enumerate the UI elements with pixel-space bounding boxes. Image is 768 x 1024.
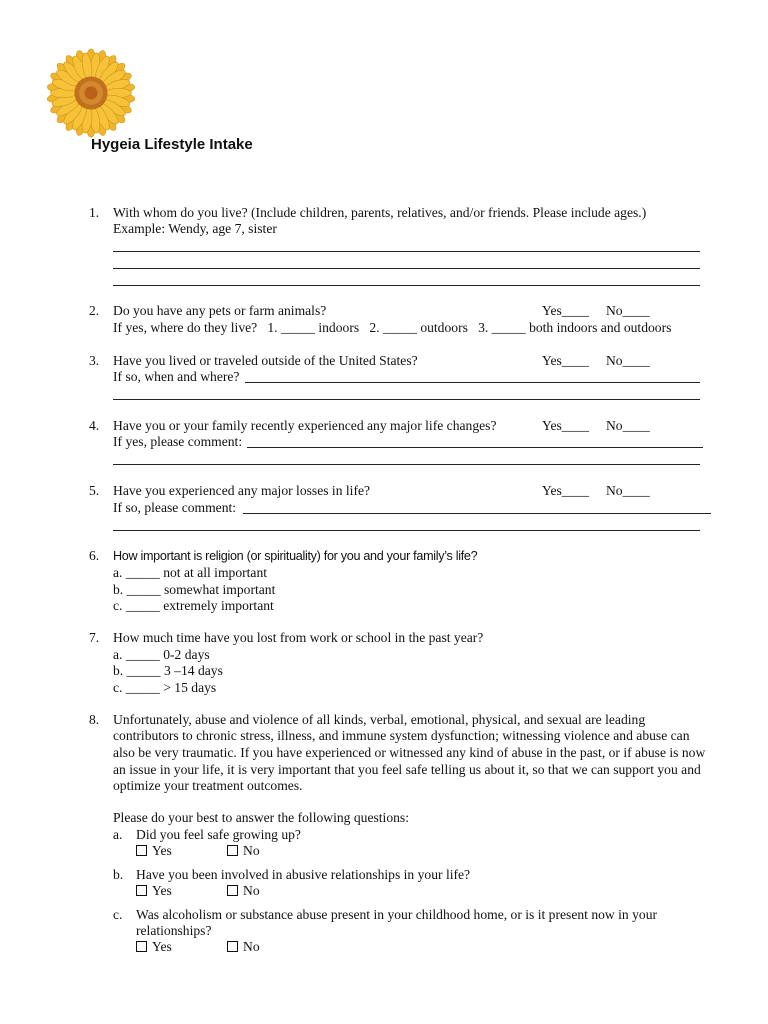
q8a-text: Did you feel safe growing up?: [136, 827, 301, 842]
q5-yes-no[interactable]: Yes____ No____: [542, 483, 650, 498]
q6-number: 6.: [89, 548, 100, 563]
q8a-no-label: No: [243, 843, 260, 858]
q2-yes-no[interactable]: Yes____ No____: [542, 303, 650, 318]
q8-number: 8.: [89, 712, 100, 727]
q8b-yes-label: Yes: [152, 883, 172, 898]
q8a-no-option[interactable]: [227, 843, 260, 859]
q8-paragraph-line-5: optimize your treatment outcomes.: [113, 778, 303, 793]
q3-answer-line-2[interactable]: [113, 399, 700, 400]
q8-paragraph-line-4: an issue in your life, it is very important that you feel safe telling us about it, so that we can support you and: [113, 762, 701, 777]
q1-number: 1.: [89, 205, 100, 220]
q4-yes-no[interactable]: Yes____ No____: [542, 418, 650, 433]
checkbox-icon[interactable]: [136, 941, 147, 952]
q7-option-c[interactable]: c. _____ > 15 days: [113, 680, 217, 695]
q5-text: Have you experienced any major losses in life?: [113, 483, 371, 498]
q8-paragraph-line-3: also be very traumatic. If you have experienced or witnessed any kind of abuse in the past, or if abuse is now: [113, 745, 706, 760]
q5-answer-line-1[interactable]: [243, 513, 711, 514]
q1-answer-line-2[interactable]: [113, 268, 700, 269]
q8b-no-label: No: [243, 883, 260, 898]
q8-paragraph-line-1: Unfortunately, abuse and violence of all kinds, verbal, emotional, physical, and sexual are leading: [113, 712, 646, 727]
q3-answer-line-1[interactable]: [245, 382, 700, 383]
q6-text: How important is religion (or spirituality) for you and your family’s life?: [113, 549, 478, 563]
q5-answer-line-2[interactable]: [113, 530, 700, 531]
q4-sub: If yes, please comment:: [113, 434, 243, 449]
q3-text: Have you lived or traveled outside of the United States?: [113, 353, 418, 368]
q8c-yes-label: Yes: [152, 939, 172, 954]
q3-number: 3.: [89, 353, 100, 368]
q6-option-c[interactable]: c. _____ extremely important: [113, 598, 274, 613]
q8b-letter: b.: [113, 867, 124, 882]
q7-number: 7.: [89, 630, 100, 645]
q4-number: 4.: [89, 418, 100, 433]
page-title: Hygeia Lifestyle Intake: [91, 136, 253, 153]
q2-sub[interactable]: If yes, where do they live? 1. _____ indoors 2. _____ outdoors 3. _____ both indoors and outdoors: [113, 320, 672, 335]
q2-number: 2.: [89, 303, 100, 318]
checkbox-icon[interactable]: [136, 885, 147, 896]
q1-answer-line-1[interactable]: [113, 251, 700, 252]
q8-instruction: Please do your best to answer the following questions:: [113, 810, 409, 825]
q6-option-a[interactable]: a. _____ not at all important: [113, 565, 268, 580]
q2-text: Do you have any pets or farm animals?: [113, 303, 327, 318]
q4-answer-line-1[interactable]: [247, 447, 703, 448]
q3-sub: If so, when and where?: [113, 369, 240, 384]
q8c-yes-option[interactable]: [136, 939, 172, 955]
q8a-yes-option[interactable]: [136, 843, 172, 859]
q6-option-b[interactable]: b. _____ somewhat important: [113, 582, 276, 597]
q7-text: How much time have you lost from work or school in the past year?: [113, 630, 484, 645]
checkbox-icon[interactable]: [227, 885, 238, 896]
q7-option-a[interactable]: a. _____ 0-2 days: [113, 647, 210, 662]
q8c-letter: c.: [113, 907, 123, 922]
q8b-yes-option[interactable]: [136, 883, 172, 899]
q8b-no-option[interactable]: [227, 883, 260, 899]
q8c-text-line-1: Was alcoholism or substance abuse present in your childhood home, or is it present now in your: [136, 907, 658, 922]
q8c-no-option[interactable]: [227, 939, 260, 955]
q8c-no-label: No: [243, 939, 260, 954]
q5-sub: If so, please comment:: [113, 500, 237, 515]
q4-text: Have you or your family recently experienced any major life changes?: [113, 418, 497, 433]
q4-answer-line-2[interactable]: [113, 464, 700, 465]
q5-number: 5.: [89, 483, 100, 498]
q8a-letter: a.: [113, 827, 123, 842]
q8-paragraph-line-2: contributors to chronic stress, illness, and immune system dysfunction; witnessing violence and abuse can: [113, 728, 690, 743]
checkbox-icon[interactable]: [227, 941, 238, 952]
q1-answer-line-3[interactable]: [113, 285, 700, 286]
q1-example: Example: Wendy, age 7, sister: [113, 221, 277, 236]
checkbox-icon[interactable]: [227, 845, 238, 856]
q8c-text-line-2: relationships?: [136, 923, 212, 938]
q8a-yes-label: Yes: [152, 843, 172, 858]
q8b-text: Have you been involved in abusive relationships in your life?: [136, 867, 471, 882]
checkbox-icon[interactable]: [136, 845, 147, 856]
q1-text: With whom do you live? (Include children, parents, relatives, and/or friends. Please include ages.): [113, 205, 647, 220]
sunflower-logo: [45, 47, 137, 139]
q3-yes-no[interactable]: Yes____ No____: [542, 353, 650, 368]
q7-option-b[interactable]: b. _____ 3 –14 days: [113, 663, 223, 678]
